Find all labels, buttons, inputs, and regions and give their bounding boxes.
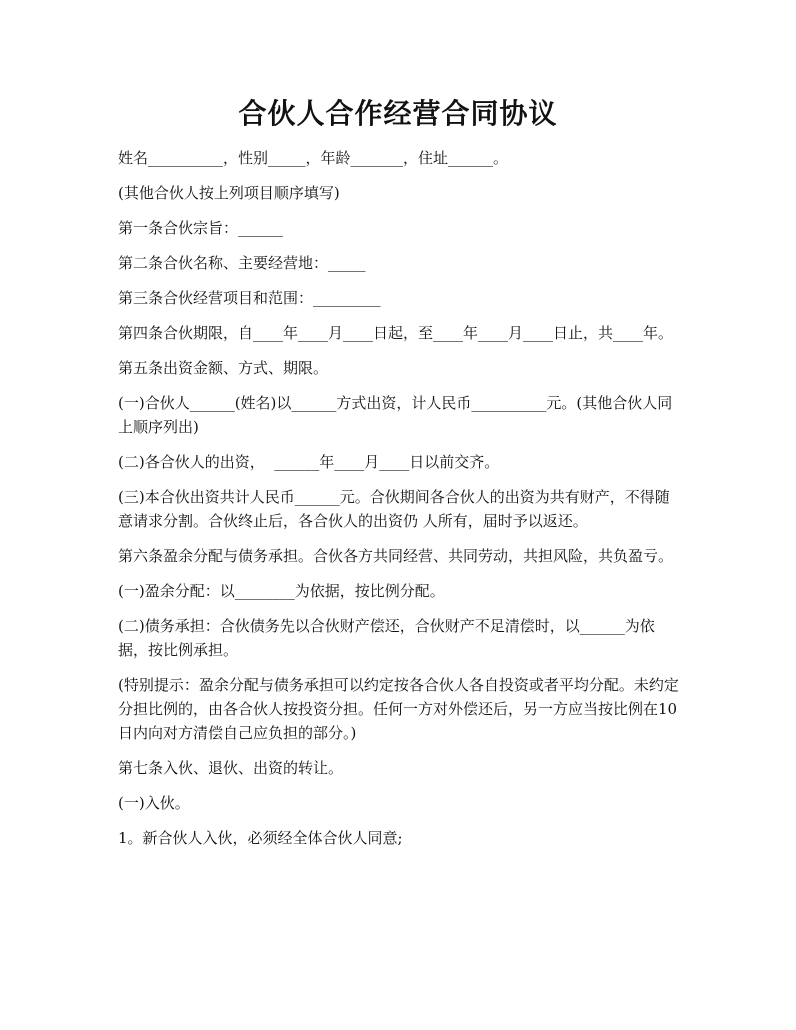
paragraph-article-3: 第三条合伙经营项目和范围：_________ xyxy=(118,289,381,307)
paragraph-article-7-item-1-clause-1: 1。新合伙人入伙，必须经全体合伙人同意; xyxy=(118,829,403,847)
paragraph-special-note: (特别提示：盈余分配与债务承担可以约定按各合伙人各自投资或者平均分配。未约定分担比例的，由各合伙人按投资分担。任何一方对外偿还后，另一方应当按比例在10日内向对方清偿自己应负担的部分。) xyxy=(118,676,679,742)
paragraph-article-6: 第六条盈余分配与债务承担。合伙各方共同经营、共同劳动，共担风险，共负盈亏。 xyxy=(118,547,674,565)
paragraph-article-7: 第七条入伙、退伙、出资的转让。 xyxy=(118,759,344,777)
document-body xyxy=(118,146,683,861)
paragraph-article-2: 第二条合伙名称、主要经营地：_____ xyxy=(118,254,366,272)
paragraph-article-5-item-1: (一)合伙人______(姓名)以______方式出资，计人民币__________元。(其他合伙人同上顺序列出) xyxy=(118,394,673,436)
paragraph-other-partners-note: (其他合伙人按上列项目顺序填写) xyxy=(118,184,340,202)
document-title: 合伙人合作经营合同协议 xyxy=(238,97,558,130)
paragraph-article-7-item-1: (一)入伙。 xyxy=(118,794,190,812)
paragraph-article-5: 第五条出资金额、方式、期限。 xyxy=(118,359,329,377)
paragraph-partner-info: 姓名__________，性别_____，年龄_______，住址______。 xyxy=(118,149,509,167)
paragraph-article-1: 第一条合伙宗旨：______ xyxy=(118,219,284,237)
paragraph-article-5-item-2: (二)各合伙人的出资， ______年____月____日以前交齐。 xyxy=(118,453,500,471)
paragraph-article-4: 第四条合伙期限，自____年____月____日起，至____年____月____日止，共____年。 xyxy=(118,324,674,342)
paragraph-article-6-item-2: (二)债务承担：合伙债务先以合伙财产偿还，合伙财产不足清偿时，以______为依据，按比例承担。 xyxy=(118,617,655,659)
paragraph-article-5-item-3: (三)本合伙出资共计人民币______元。合伙期间各合伙人的出资为共有财产，不得随意请求分割。合伙终止后，各合伙人的出资仍 人所有，届时予以返还。 xyxy=(118,488,670,530)
paragraph-article-6-item-1: (一)盈余分配：以________为依据，按比例分配。 xyxy=(118,582,445,600)
